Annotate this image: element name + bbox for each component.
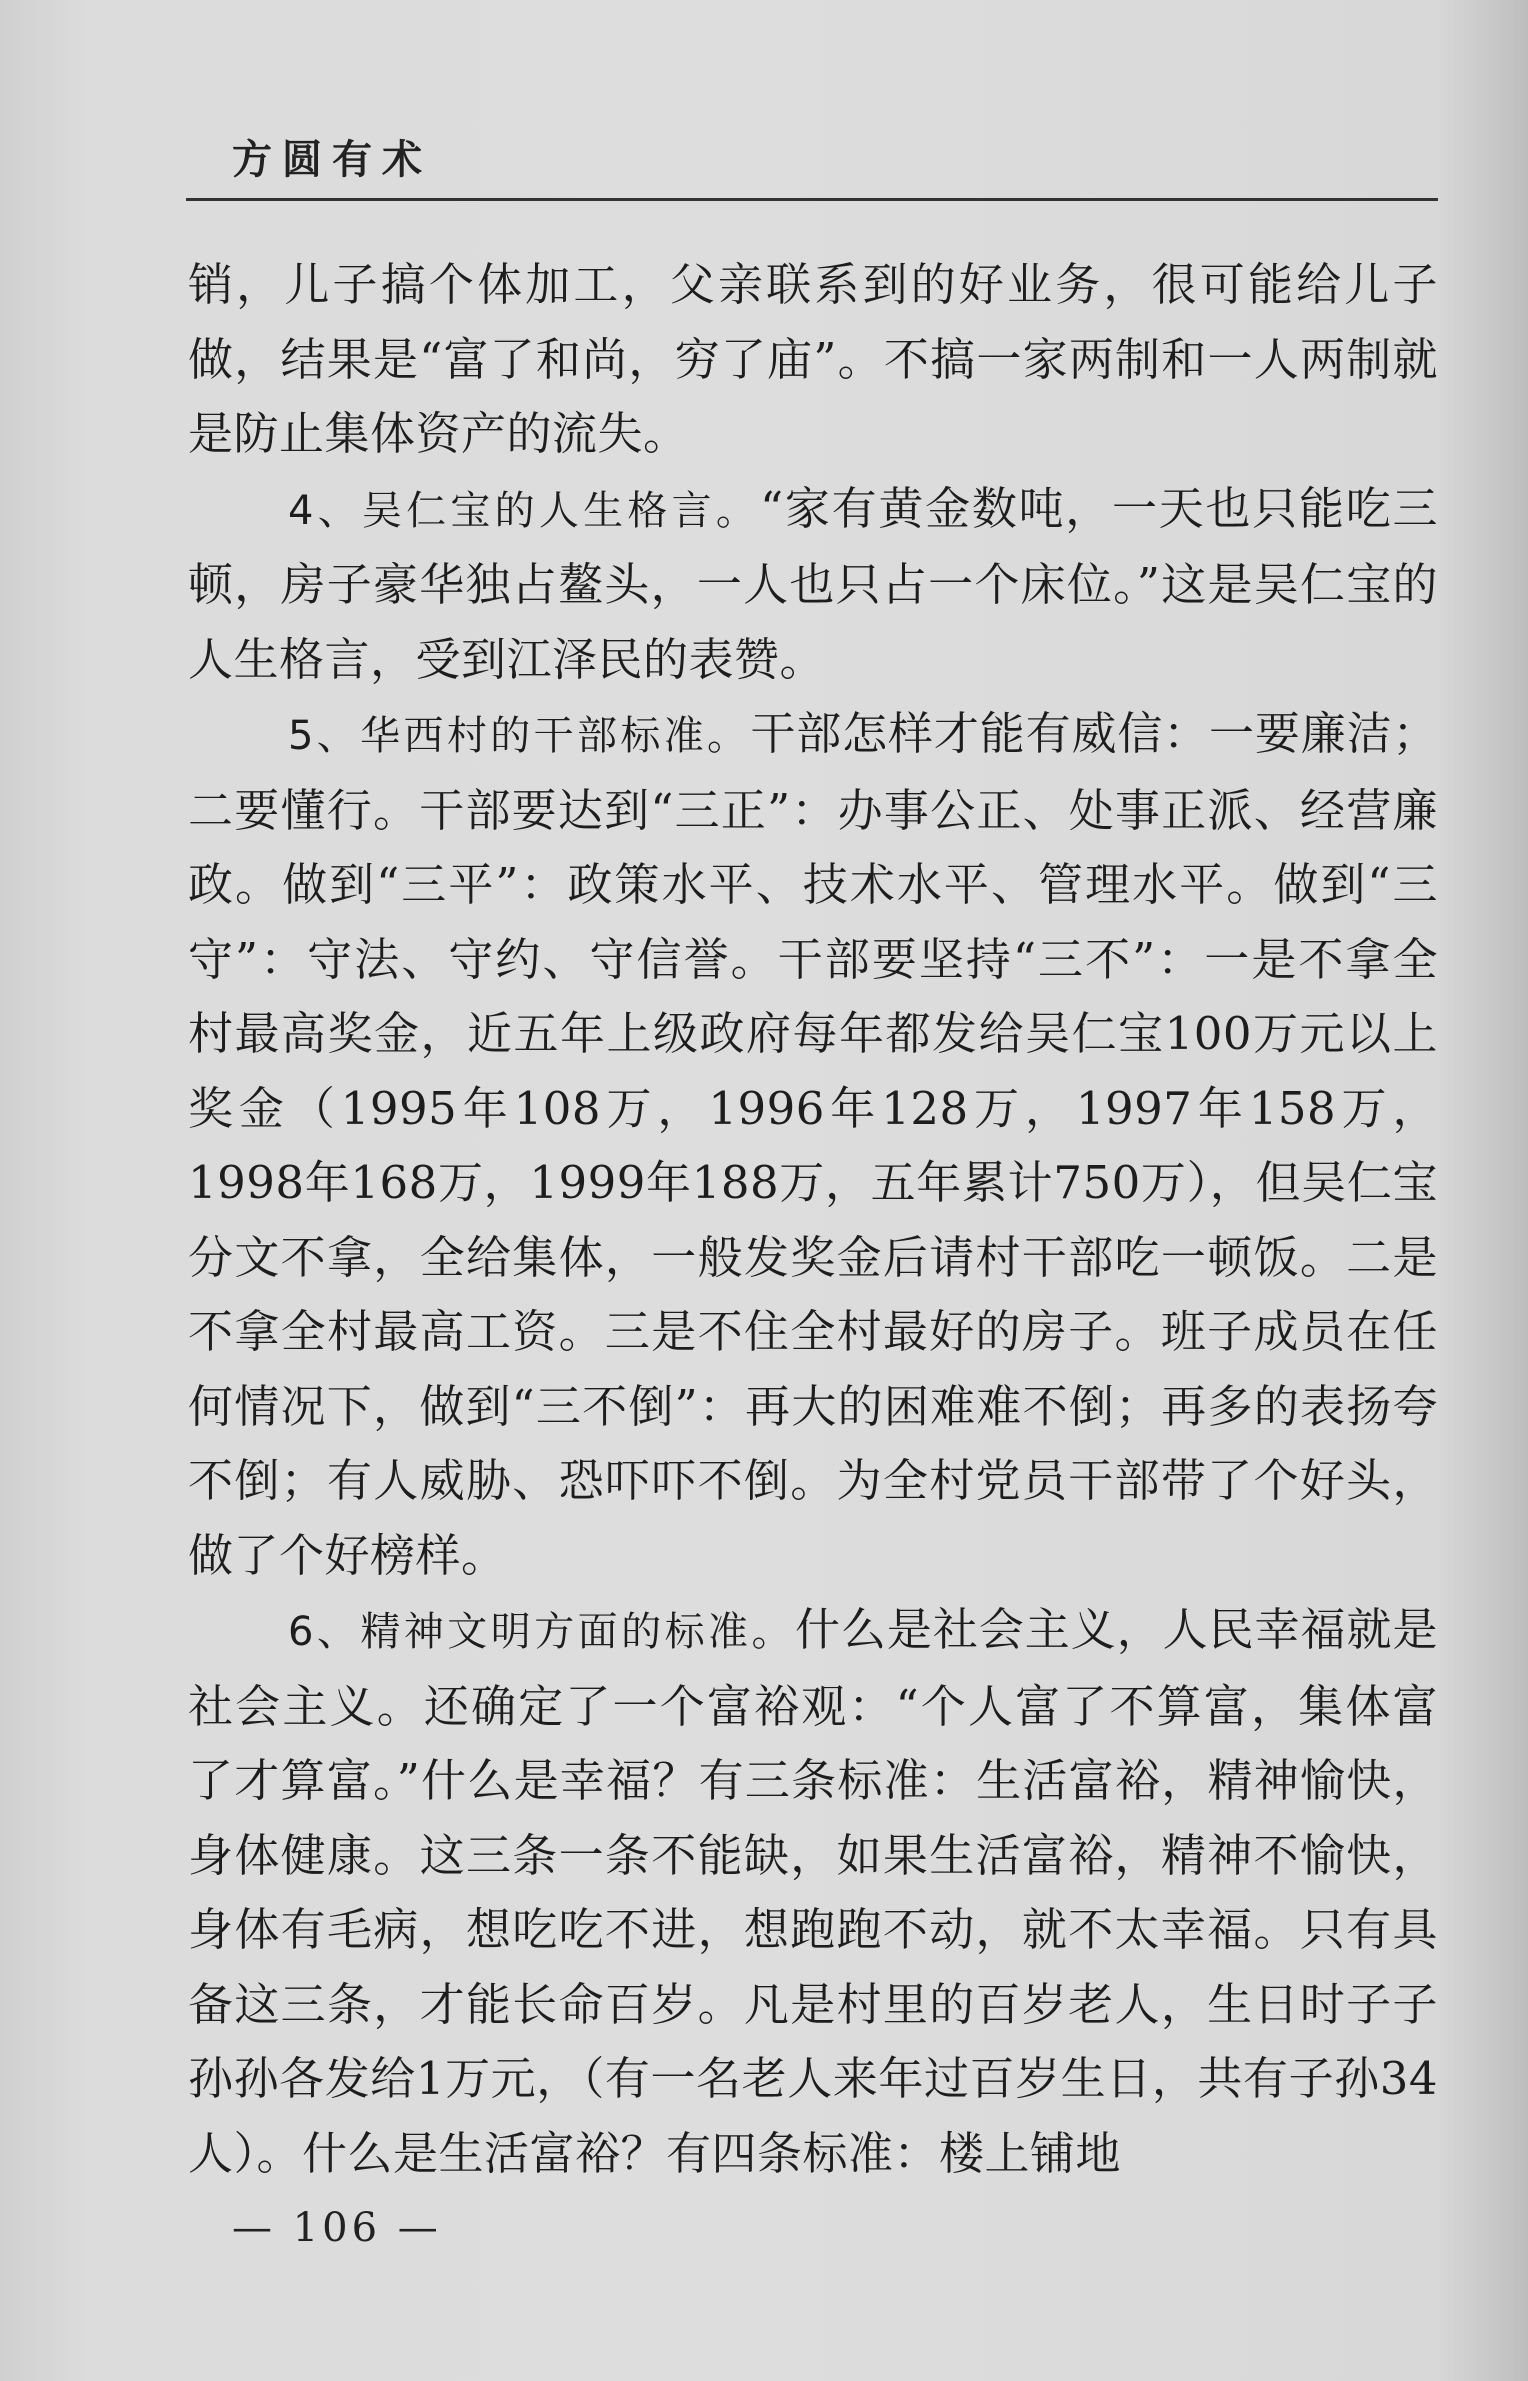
page-number: — 106 — [232, 2205, 442, 2251]
running-header: 方圆有术 [232, 137, 432, 183]
section-heading: 5、华西村的干部标准。 [288, 713, 751, 759]
paragraph-text: 干部怎样才能有威信：一要廉洁；二要懂行。干部要达到“三正”：办事公正、处事正派、经营廉政。做到“三平”：政策水平、技术水平、管理水平。做到“三守”：守法、守约、守信誉。干部要坚持“三不”：一是不拿全村最高奖金，近五年上级政府每年都发给吴仁宝100万元以上奖金（1995年108万，1996年128万，1997年158万，1998年168万，1999年188万，五年累计750万），但吴仁宝分文不拿，全给集体，一般发奖金后请村干部吃一顿饭。二是不拿全村最高工资。三是不住全村最好的房子。班子成员在任何情况下，做到“三不倒”：再大的困难难不倒；再多的表扬夸不倒；有人威胁、恐吓吓不倒。为全村党员干部带了个好头，做了个好榜样。 [188, 707, 1438, 1582]
section-heading: 6、精神文明方面的标准。 [288, 1609, 795, 1655]
body-text [188, 248, 1438, 2191]
paragraph-text: 销，儿子搞个体加工，父亲联系到的好业务，很可能给儿子做，结果是“富了和尚，穷了庙”。不搞一家两制和一人两制就是防止集体资产的流失。 [188, 258, 1438, 460]
paragraph-4 [188, 1593, 1438, 2191]
header-rule [186, 198, 1438, 201]
paragraph-text: 什么是社会主义，人民幸福就是社会主义。还确定了一个富裕观：“个人富了不算富，集体富了才算富。”什么是幸福？有三条标准：生活富裕，精神愉快，身体健康。这三条一条不能缺，如果生活富裕，精神不愉快，身体有毛病，想吃吃不进，想跑跑不动，就不太幸福。只有具备这三条，才能长命百岁。凡是村里的百岁老人，生日时子子孙孙各发给1万元，（有一名老人来年过百岁生日，共有子孙34人）。什么是生活富裕？有四条标准：楼上铺地 [188, 1603, 1438, 2180]
section-heading: 4、吴仁宝的人生格言。 [288, 487, 761, 534]
paragraph-2 [188, 472, 1438, 698]
paragraph-3 [188, 697, 1438, 1593]
paragraph-1 [188, 248, 1438, 472]
paragraph-text: “家有黄金数吨，一天也只能吃三顿，房子豪华独占鳌头，一人也只占一个床位。”这是吴仁宝的人生格言，受到江泽民的表赞。 [188, 481, 1438, 686]
